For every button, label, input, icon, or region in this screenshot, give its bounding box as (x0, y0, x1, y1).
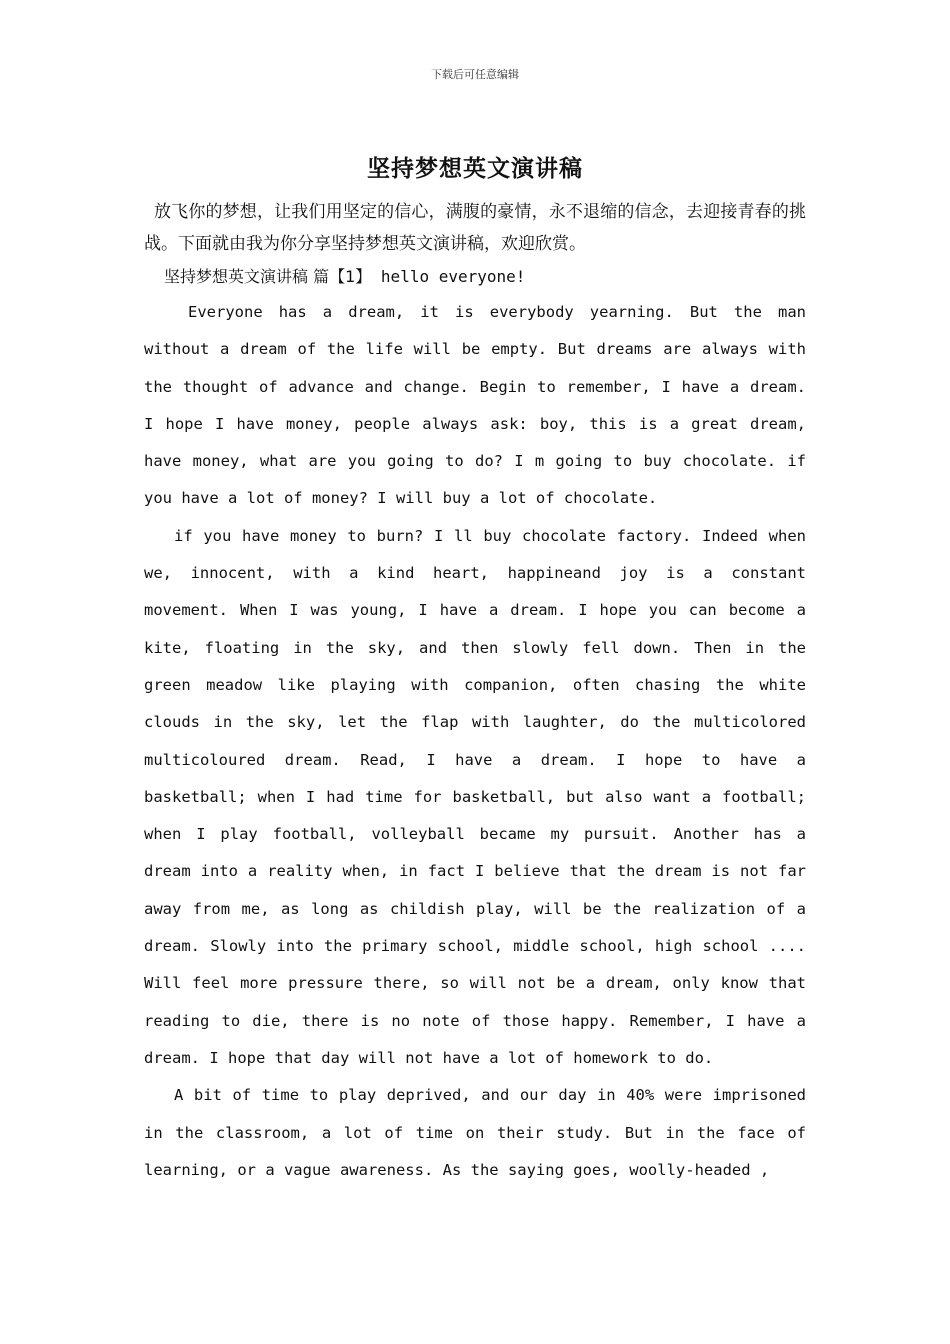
body-paragraph-2: if you have money to burn? I ll buy chocolate factory. Indeed when we, innocent, with a kind heart, happineand joy is a constant movement. When I was young, I have a dream. I hope you can become a kite, floating in the sky, and then slowly fell down. Then in the green meadow like playing with companion, often chasing the white clouds in the sky, let the flap with laughter, do the multicolored multicoloured dream. Read, I have a dream. I hope to have a basketball; when I had time for basketball, but also want a football; when I play football, volleyball became my pursuit. Another has a dream into a reality when, in fact I believe that the dream is not far away from me, as long as childish play, will be the realization of a dream. Slowly into the primary school, middle school, high school .... Will feel more pressure there, so will not be a dream, only know that reading to die, there is no note of those happy. Remember, I have a dream. I hope that day will not have a lot of homework to do. (144, 526, 806, 1067)
section-greeting: hello everyone! (380, 267, 526, 286)
body-paragraph-3: A bit of time to play deprived, and our day in 40% were imprisoned in the classroom, a lot of time on their study. But in the face of learning, or a vague awareness. As the saying goes, woolly-headed , (144, 1086, 806, 1179)
document-title: 坚持梦想英文演讲稿 (367, 156, 583, 182)
document-body (144, 196, 806, 1189)
section-heading-label: 坚持梦想英文演讲稿 篇【1】 (164, 267, 372, 286)
body-paragraph-1: Everyone has a dream, it is everybody yearning. But the man without a dream of the life will be empty. But dreams are always with the thought of advance and change. Begin to remember, I have a dream. I hope I have money, people always ask: boy, this is a great dream, have money, what are you going to do? I m going to buy chocolate. if you have a lot of money? I will buy a lot of chocolate. (144, 303, 806, 508)
section-heading (144, 260, 806, 294)
header-note: 下载后可任意编辑 (431, 68, 519, 81)
intro-paragraph: 放飞你的梦想，让我们用坚定的信心，满腹的豪情，永不退缩的信念，去迎接青春的挑战。下面就由我为你分享坚持梦想英文演讲稿，欢迎欣赏。 (144, 202, 806, 254)
